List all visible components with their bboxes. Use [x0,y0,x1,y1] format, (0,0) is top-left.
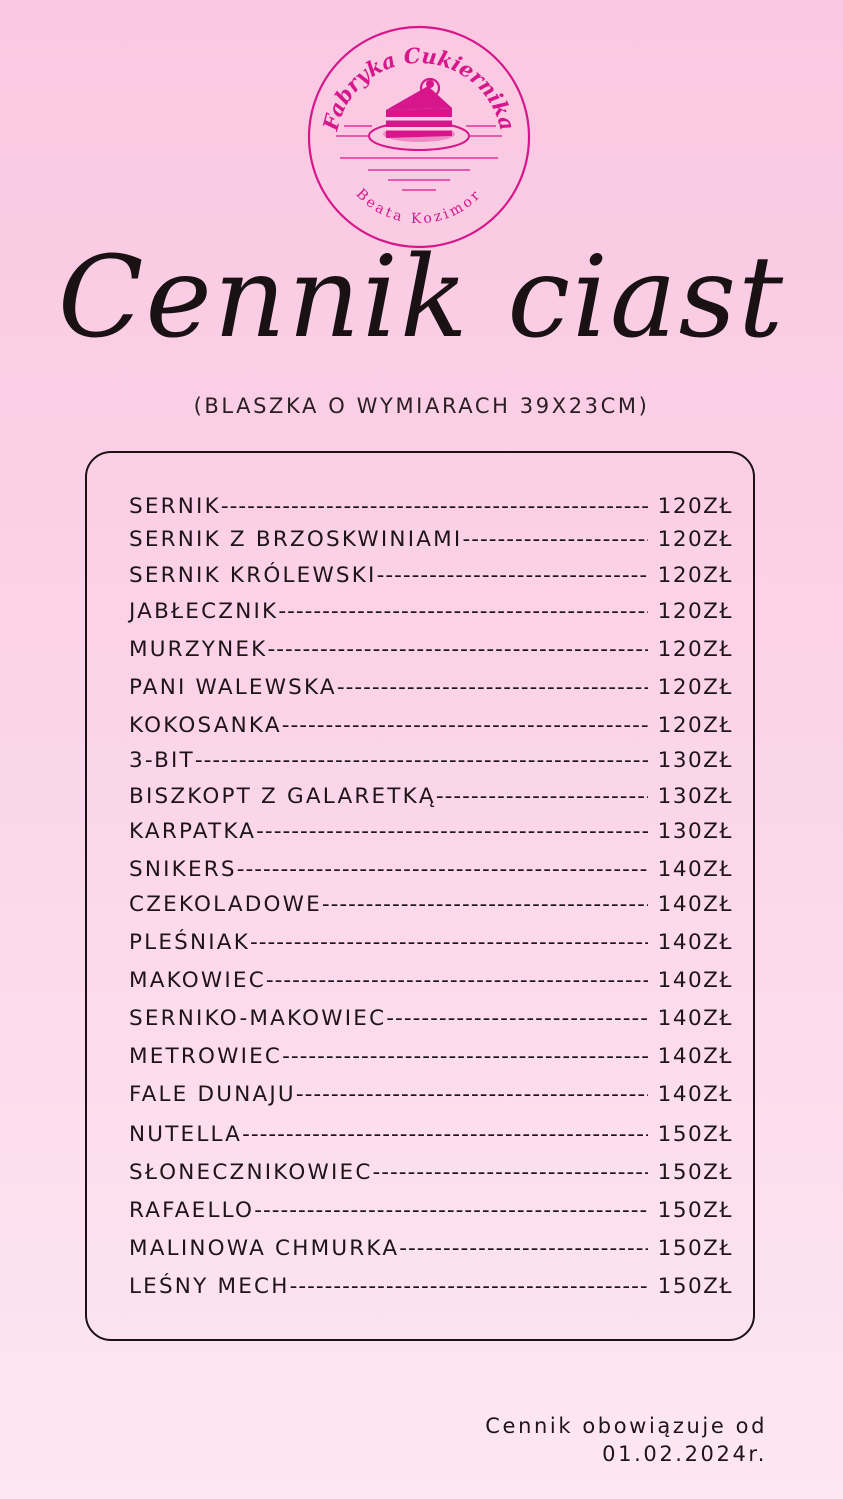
price-row [129,925,733,959]
cake-price: 140ZŁ [657,967,733,993]
price-row [129,887,733,921]
cake-name: BISZKOPT Z GALARETKĄ [129,783,436,809]
price-row [129,1117,733,1151]
dot-leader [282,1044,648,1069]
cake-name: METROWIEC [129,1043,283,1069]
cake-price: 120ZŁ [657,636,733,662]
validity-note-date: 01.02.2024r. [602,1442,767,1466]
dot-leader [267,637,647,662]
price-row [129,1001,733,1035]
cake-name: SERNIK [129,493,221,519]
validity-note-line1: Cennik obowiązuje od [485,1414,767,1438]
dot-leader [254,1198,647,1223]
cake-price: 140ZŁ [657,929,733,955]
cake-name: SERNIK Z BRZOSKWINIAMI [129,526,463,552]
dot-leader [250,930,648,955]
dot-leader [195,748,648,773]
dot-leader [322,892,648,917]
cake-name: RAFAELLO [129,1197,255,1223]
price-row [129,743,733,777]
dot-leader [436,784,648,809]
price-row [129,522,733,556]
page-title: Cennik ciast [57,233,786,363]
dot-leader [237,857,648,882]
cake-name: KARPATKA [129,818,257,844]
logo-brand-text: Fabryka Cukiernika [317,42,521,133]
cake-name: LEŚNY MECH [129,1273,290,1299]
dot-leader [221,494,648,519]
price-row [129,558,733,592]
cake-price: 150ZŁ [657,1197,733,1223]
price-row [129,1193,733,1227]
cake-price: 150ZŁ [657,1235,733,1261]
price-row [129,1231,733,1265]
cake-name: NUTELLA [129,1121,243,1147]
cake-price: 140ZŁ [657,1005,733,1031]
cake-name: SERNIKO-MAKOWIEC [129,1005,387,1031]
cake-price: 150ZŁ [657,1159,733,1185]
dot-leader [337,675,648,700]
dot-leader [373,1160,648,1185]
dot-leader [296,1082,648,1107]
price-row [129,1077,733,1111]
price-row [129,1269,733,1303]
cake-name: FALE DUNAJU [129,1081,296,1107]
tray-size-subtitle: (BLASZKA O WYMIARACH 39X23CM) [193,394,650,418]
cake-price: 120ZŁ [657,526,733,552]
cake-name: MALINOWA CHMURKA [129,1235,400,1261]
cake-name: 3-BIT [129,747,195,773]
price-row [129,708,733,742]
price-row [129,852,733,886]
price-row [129,963,733,997]
cake-price: 130ZŁ [657,747,733,773]
cake-price: 150ZŁ [657,1121,733,1147]
cake-name: SŁONECZNIKOWIEC [129,1159,373,1185]
price-row [129,594,733,628]
cake-price: 120ZŁ [657,674,733,700]
brand-logo [306,24,532,250]
cake-price: 140ZŁ [657,1043,733,1069]
price-row [129,489,733,523]
cake-name: CZEKOLADOWE [129,891,322,917]
dot-leader [462,527,647,552]
dot-leader [266,968,648,993]
price-row [129,632,733,666]
cake-price: 130ZŁ [657,783,733,809]
cake-name: JABŁECZNIK [129,598,279,624]
dot-leader [399,1236,647,1261]
dot-leader [278,599,647,624]
cake-name: MURZYNEK [129,636,268,662]
cake-name: MAKOWIEC [129,967,266,993]
dot-leader [377,563,648,588]
price-row [129,779,733,813]
cake-price: 140ZŁ [657,891,733,917]
dot-leader [290,1274,648,1299]
dot-leader [386,1006,647,1031]
price-row [129,670,733,704]
cake-name: KOKOSANKA [129,712,282,738]
validity-note [485,1412,767,1468]
cake-name: SERNIK KRÓLEWSKI [129,562,377,588]
price-row [129,1039,733,1073]
cake-price: 120ZŁ [657,562,733,588]
cake-name: PLEŚNIAK [129,929,251,955]
cake-price: 130ZŁ [657,818,733,844]
logo-owner-text: Beata Kozimor [352,185,486,228]
price-row [129,814,733,848]
cake-price: 140ZŁ [657,856,733,882]
dot-leader [282,713,648,738]
dot-leader [242,1122,648,1147]
dot-leader [256,819,647,844]
cake-slice-icon [336,79,502,190]
cake-name: PANI WALEWSKA [129,674,337,700]
cake-price: 120ZŁ [657,712,733,738]
price-row [129,1155,733,1189]
cake-price: 120ZŁ [657,598,733,624]
cake-name: SNIKERS [129,856,237,882]
cake-price: 120ZŁ [657,493,733,519]
cake-price: 140ZŁ [657,1081,733,1107]
cake-price: 150ZŁ [657,1273,733,1299]
